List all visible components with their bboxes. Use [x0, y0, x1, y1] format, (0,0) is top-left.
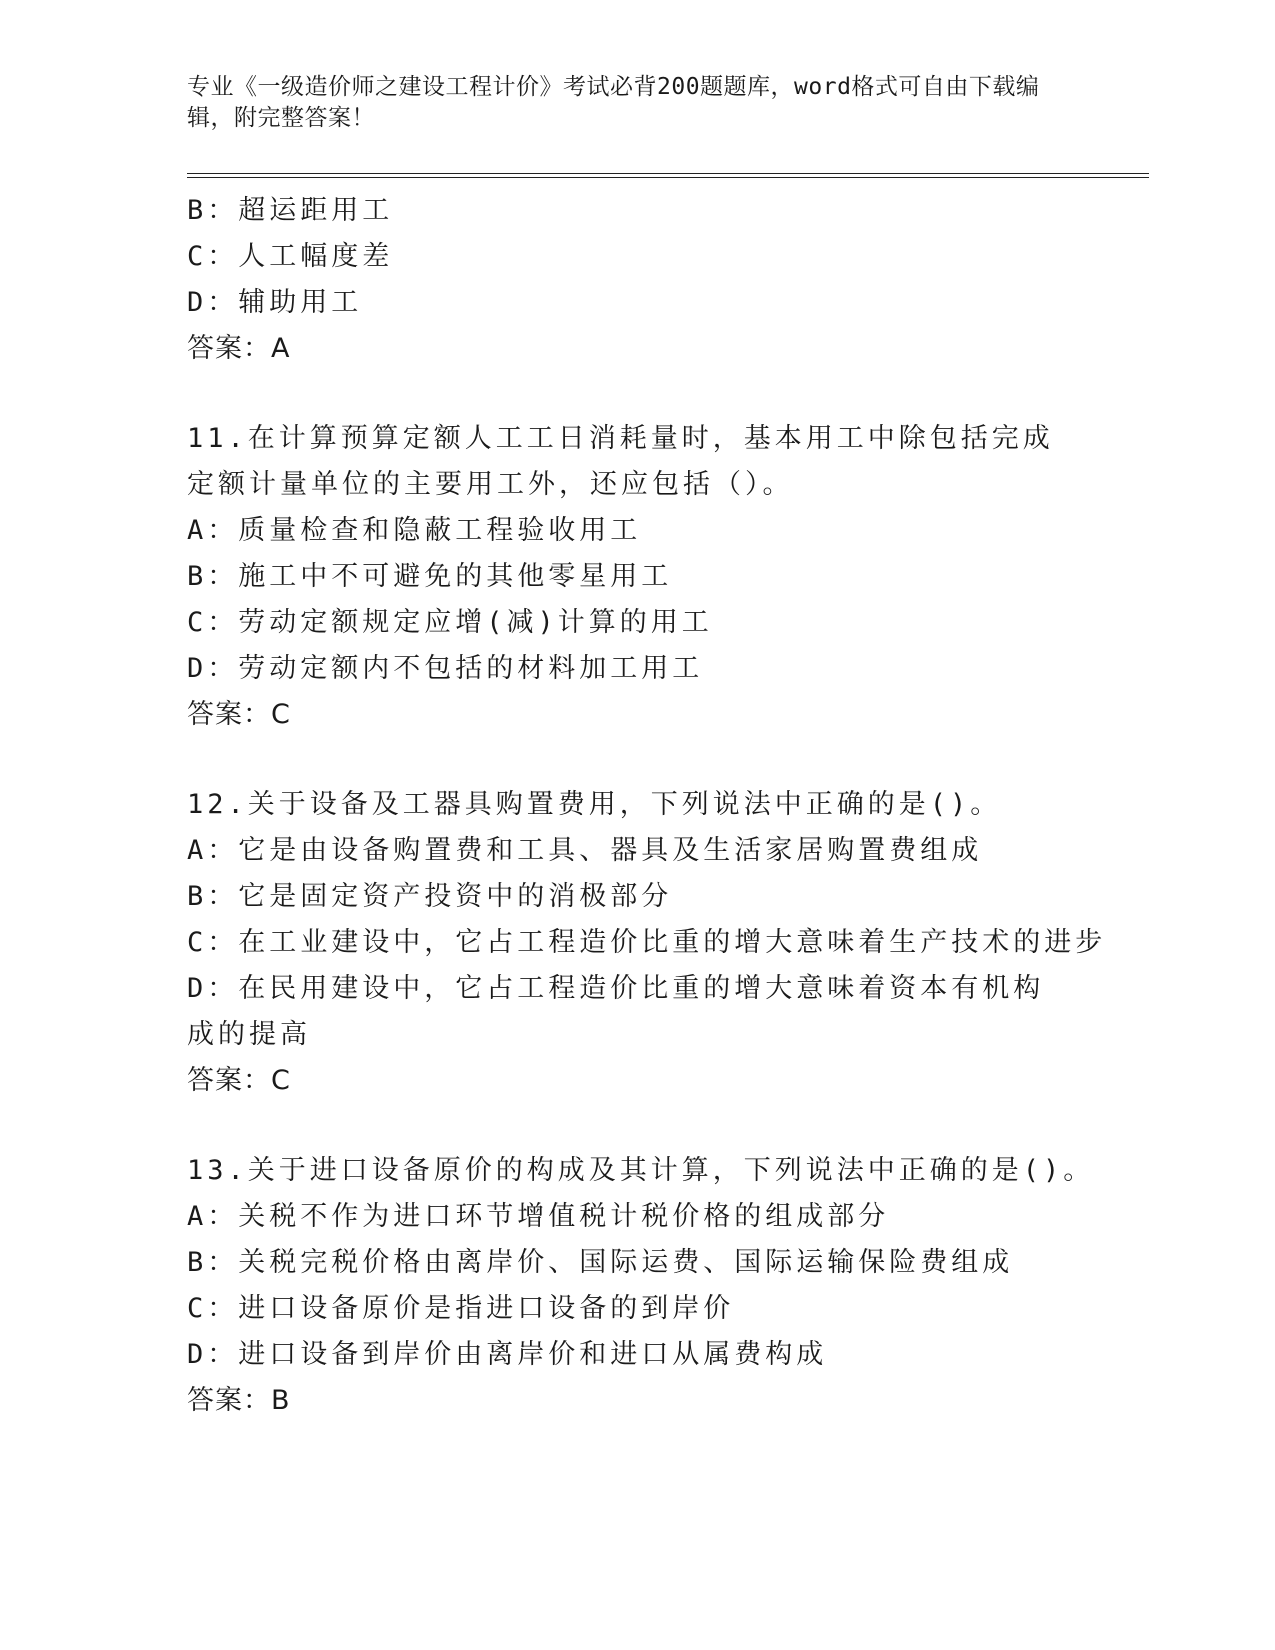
previous-question-tail: [187, 188, 1067, 372]
question-content: [187, 188, 1107, 1424]
answer: 答案：C: [187, 1065, 291, 1096]
option-c: C：人工幅度差: [187, 241, 394, 272]
option-c: C：在工业建设中，它占工程造价比重的增大意味着生产技术的进步: [187, 927, 1107, 958]
option-d: D：辅助用工: [187, 287, 363, 318]
header-rule-top: [187, 173, 1149, 174]
option-a: A：它是由设备购置费和工具、器具及生活家居购置费组成: [187, 835, 983, 866]
answer: 答案：C: [187, 699, 291, 730]
question-stem: 13.关于进口设备原价的构成及其计算，下列说法中正确的是()。: [187, 1155, 1095, 1186]
option-b: B：关税完税价格由离岸价、国际运费、国际运输保险费组成: [187, 1247, 1014, 1278]
question-12: [187, 782, 1107, 1104]
option-b: B：超运距用工: [187, 195, 394, 226]
option-a: A：关税不作为进口环节增值税计税价格的组成部分: [187, 1201, 890, 1232]
option-d: D：在民用建设中，它占工程造价比重的增大意味着资本有机构成的提高: [187, 973, 1045, 1050]
header-rule-bottom: [187, 177, 1149, 178]
document-header: 专业《一级造价师之建设工程计价》考试必背200题题库，word格式可自由下载编辑，附完整答案！: [187, 74, 1040, 131]
question-11: [187, 416, 1067, 738]
option-b: B：它是固定资产投资中的消极部分: [187, 881, 673, 912]
option-d: D：进口设备到岸价由离岸价和进口从属费构成: [187, 1339, 828, 1370]
answer: 答案：B: [187, 1385, 291, 1416]
question-stem: 12.关于设备及工器具购置费用，下列说法中正确的是()。: [187, 789, 1002, 820]
option-b: B：施工中不可避免的其他零星用工: [187, 561, 673, 592]
option-c: C：劳动定额规定应增(减)计算的用工: [187, 607, 713, 638]
option-a: A：质量检查和隐蔽工程验收用工: [187, 515, 642, 546]
option-d: D：劳动定额内不包括的材料加工用工: [187, 653, 704, 684]
question-13: [187, 1148, 1095, 1424]
option-c: C：进口设备原价是指进口设备的到岸价: [187, 1293, 735, 1324]
question-stem: 11.在计算预算定额人工工日消耗量时，基本用工中除包括完成定额计量单位的主要用工外，还应包括（）。: [187, 423, 1054, 500]
answer: 答案：A: [187, 333, 291, 364]
